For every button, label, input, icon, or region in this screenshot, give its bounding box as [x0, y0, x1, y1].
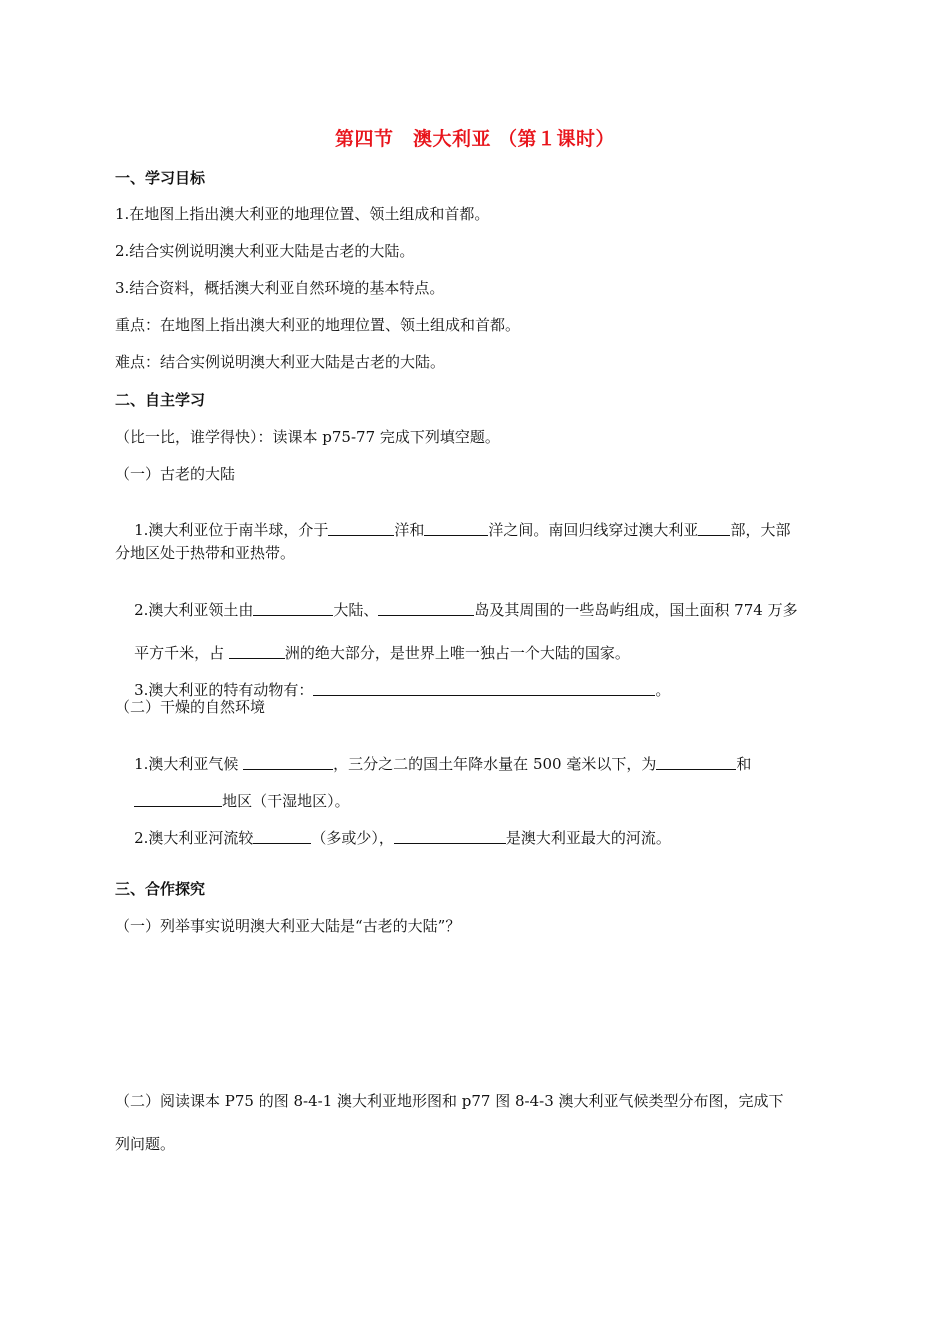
question-line-continued: 分地区处于热带和亚热带。	[115, 544, 296, 562]
answer-blank[interactable]	[394, 829, 506, 844]
answer-blank[interactable]	[134, 792, 222, 807]
question-line-continued: 地区（干湿地区）。	[115, 771, 350, 831]
question-line: 2.澳大利亚河流较 （多或少）， 是澳大利亚最大的河流。	[134, 829, 671, 847]
subsection-heading: （一）古老的大陆	[115, 465, 236, 483]
answer-blank[interactable]	[253, 601, 333, 616]
section-heading-cooperative: 三、合作探究	[115, 880, 206, 898]
question-line: 3.澳大利亚的特有动物有： 。	[134, 681, 671, 699]
self-study-intro: （比一比，谁学得快）：读课本 p75-77 完成下列填空题。	[115, 428, 500, 446]
difficult-point: 难点：结合实例说明澳大利亚大陆是古老的大陆。	[115, 353, 446, 371]
objective-item: 1.在地图上指出澳大利亚的地理位置、领土组成和首都。	[115, 205, 490, 223]
answer-blank[interactable]	[656, 755, 736, 770]
inquiry-question-continued: 列问题。	[115, 1135, 176, 1153]
answer-blank[interactable]	[698, 521, 730, 536]
inquiry-question: （二）阅读课本 P75 的图 8-4-1 澳大利亚地形图和 p77 图 8-4-3 澳大利亚气候类型分布图，完成下	[115, 1092, 784, 1110]
question-line: 1.澳大利亚位于南半球，介于 洋和 洋之间。南回归线穿过澳大利亚 部，大部	[134, 521, 791, 539]
key-point: 重点：在地图上指出澳大利亚的地理位置、领土组成和首都。	[115, 316, 521, 334]
answer-blank[interactable]	[253, 829, 311, 844]
question-line: 2.澳大利亚领土由 大陆、 岛及其周围的一些岛屿组成，国土面积 774 万多	[134, 601, 798, 619]
section-heading-self-study: 二、自主学习	[115, 391, 206, 409]
objective-item: 3.结合资料，概括澳大利亚自然环境的基本特点。	[115, 279, 445, 297]
question-line-continued: 平方千米，占 洲的绝大部分，是世界上唯一独占一个大陆的国家。	[134, 644, 630, 662]
section-heading-objectives: 一、学习目标	[115, 169, 206, 187]
answer-blank[interactable]	[313, 681, 655, 696]
question-line: 1.澳大利亚气候 ，三分之二的国土年降水量在 500 毫米以下，为 和	[134, 755, 752, 773]
objective-item: 2.结合实例说明澳大利亚大陆是古老的大陆。	[115, 242, 415, 260]
subsection-heading: （二）干燥的自然环境	[115, 698, 266, 716]
inquiry-question: （一）列举事实说明澳大利亚大陆是“古老的大陆”？	[115, 917, 461, 935]
answer-blank[interactable]	[328, 521, 394, 536]
page-title: 第四节 澳大利亚 （第１课时）	[334, 128, 616, 150]
answer-blank[interactable]	[229, 644, 285, 659]
answer-blank[interactable]	[424, 521, 488, 536]
answer-blank[interactable]	[378, 601, 474, 616]
answer-blank[interactable]	[243, 755, 333, 770]
